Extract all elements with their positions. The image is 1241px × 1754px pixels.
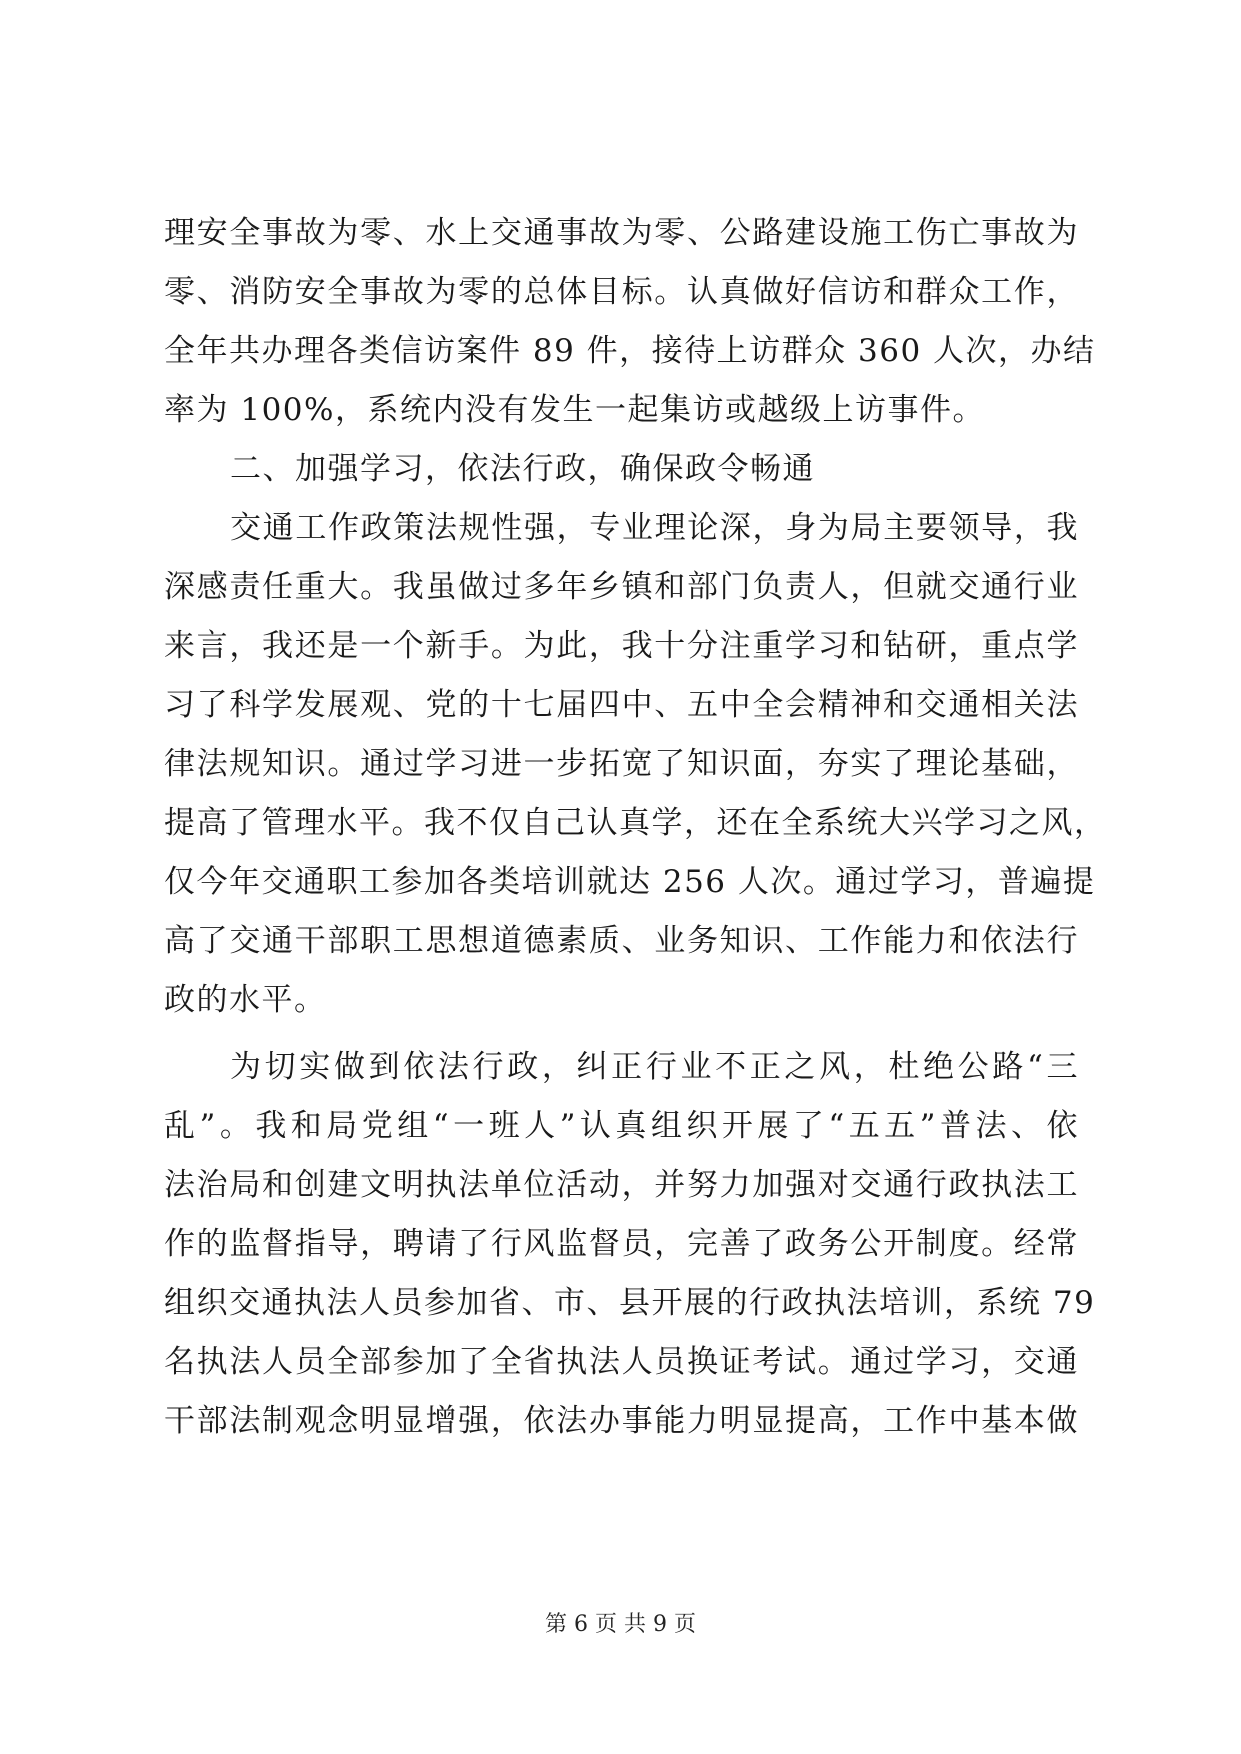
page-number-footer: 第 6 页 共 9 页	[545, 1612, 696, 1637]
text-line: 组织交通执法人员参加省、市、县开展的行政执法培训，系统 79	[164, 1285, 1096, 1321]
text-line: 干部法制观念明显增强，依法办事能力明显提高，工作中基本做	[164, 1403, 1079, 1439]
text-line: 深感责任重大。我虽做过多年乡镇和部门负责人，但就交通行业	[164, 569, 1079, 605]
text-line: 提高了管理水平。我不仅自己认真学，还在全系统大兴学习之风，	[164, 805, 1107, 841]
text-line: 交通工作政策法规性强，专业理论深，身为局主要领导，我	[230, 510, 1079, 546]
text-line: 率为 100%，系统内没有发生一起集访或越级上访事件。	[164, 392, 985, 428]
section-heading: 二、加强学习，依法行政，确保政令畅通	[230, 451, 815, 487]
text-line: 法治局和创建文明执法单位活动，并努力加强对交通行政执法工	[164, 1167, 1079, 1203]
text-line: 作的监督指导，聘请了行风监督员，完善了政务公开制度。经常	[164, 1226, 1079, 1262]
text-line: 零、消防安全事故为零的总体目标。认真做好信访和群众工作，	[164, 274, 1079, 310]
text-line: 乱”。我和局党组“一班人”认真组织开展了“五五”普法、依	[164, 1108, 1079, 1144]
text-line: 律法规知识。通过学习进一步拓宽了知识面，夯实了理论基础，	[164, 746, 1079, 782]
text-line: 名执法人员全部参加了全省执法人员换证考试。通过学习，交通	[164, 1344, 1079, 1380]
text-line: 全年共办理各类信访案件 89 件，接待上访群众 360 人次，办结	[164, 333, 1096, 369]
text-line: 来言，我还是一个新手。为此，我十分注重学习和钻研，重点学	[164, 628, 1079, 664]
text-line: 高了交通干部职工思想道德素质、业务知识、工作能力和依法行	[164, 923, 1079, 959]
text-line: 理安全事故为零、水上交通事故为零、公路建设施工伤亡事故为	[164, 215, 1079, 251]
text-line: 为切实做到依法行政，纠正行业不正之风，杜绝公路“三	[230, 1049, 1079, 1085]
text-line: 仅今年交通职工参加各类培训就达 256 人次。通过学习，普遍提	[164, 864, 1096, 900]
text-line: 习了科学发展观、党的十七届四中、五中全会精神和交通相关法	[164, 687, 1079, 723]
text-line: 政的水平。	[164, 982, 327, 1018]
